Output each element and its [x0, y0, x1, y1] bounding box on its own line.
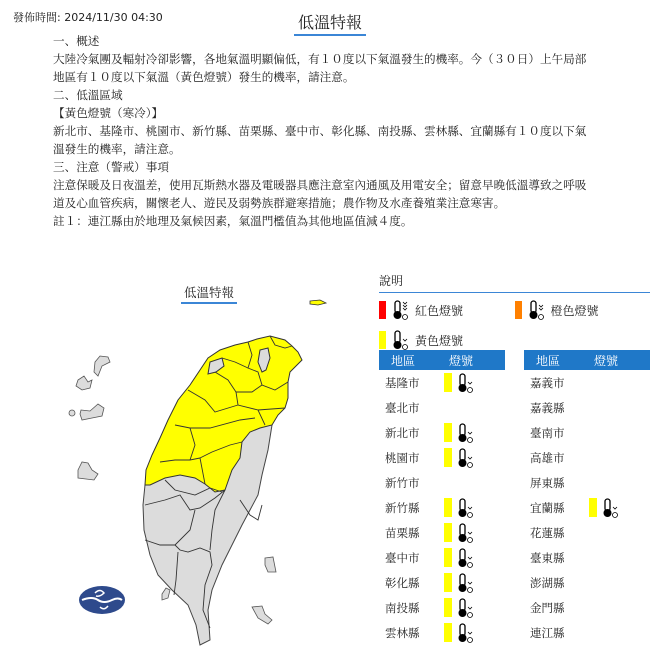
yellow-swatch: [444, 548, 452, 567]
table-row: [379, 370, 505, 395]
bulletin-line: 大陸冷氣團及輻射冷卻影響，各地氣溫明顯偏低，有１０度以下氣溫發生的機率。今（３０日）上午局部: [53, 52, 587, 66]
table-header: 地區 燈號: [379, 350, 505, 370]
table-row: [524, 570, 650, 595]
taiwan-map: [60, 290, 350, 656]
region-name: 花蓮縣: [530, 525, 565, 540]
region-name: 臺中市: [385, 550, 420, 565]
table-row: [524, 620, 650, 645]
region-name: 桃園市: [385, 450, 420, 465]
region-table-right: [524, 350, 650, 645]
region-name: 苗栗縣: [385, 525, 420, 540]
section-area-heading: 二、低溫區域: [53, 88, 123, 102]
signal-cell: [444, 572, 475, 594]
yellow-swatch: [444, 498, 452, 517]
table-row: [379, 520, 505, 545]
map-island-green: [265, 557, 276, 572]
region-name: 臺北市: [385, 400, 420, 415]
legend-heading: 說明: [379, 272, 650, 293]
map-island-penghu: [94, 356, 110, 376]
map-region-yellow: [145, 336, 302, 492]
table-row: [524, 420, 650, 445]
thermometer-yellow-icon: [455, 372, 475, 394]
signal-cell: [444, 622, 475, 644]
yellow-swatch: [589, 498, 597, 517]
thermometer-yellow-icon: [455, 497, 475, 519]
table-row: [524, 520, 650, 545]
region-table-left: [379, 350, 505, 645]
table-row: [524, 370, 650, 395]
thermometer-orange-icon: [526, 299, 546, 321]
region-name: 金門縣: [530, 600, 565, 615]
yellow-swatch: [379, 331, 386, 349]
table-row: [379, 595, 505, 620]
bulletin-line: 新北市、基隆市、桃園市、新竹縣、苗栗縣、臺中市、彰化縣、南投縣、雲林縣、宜蘭縣有１０度以下氣: [53, 124, 587, 138]
map-island-orchid: [252, 606, 272, 624]
thermometer-yellow-icon: [455, 622, 475, 644]
thermometer-yellow-icon: [390, 329, 410, 351]
table-row: [379, 420, 505, 445]
signal-cell: [444, 547, 475, 569]
signal-cell: [444, 447, 475, 469]
yellow-swatch: [444, 573, 452, 592]
thermometer-yellow-icon: [455, 572, 475, 594]
region-name: 宜蘭縣: [530, 500, 565, 515]
region-name: 嘉義縣: [530, 400, 565, 415]
region-name: 澎湖縣: [530, 575, 565, 590]
thermometer-yellow-icon: [600, 497, 620, 519]
region-name: 屏東縣: [530, 475, 565, 490]
signal-cell: [444, 597, 475, 619]
map-island-guishan: [310, 300, 326, 305]
thermometer-yellow-icon: [455, 597, 475, 619]
table-row: [379, 570, 505, 595]
region-name: 嘉義市: [530, 375, 565, 390]
cwa-logo: [79, 586, 125, 614]
table-row: [524, 595, 650, 620]
section-overview-heading: 一、概述: [53, 34, 100, 48]
map-title: 低溫特報: [181, 283, 237, 304]
thermometer-yellow-icon: [455, 447, 475, 469]
table-row: [379, 445, 505, 470]
region-name: 新竹縣: [385, 500, 420, 515]
table-row: [524, 445, 650, 470]
red-swatch: [379, 301, 386, 319]
table-row: [379, 620, 505, 645]
table-row: [379, 470, 505, 495]
region-name: 基隆市: [385, 375, 420, 390]
section-caution-heading: 三、注意（警戒）事項: [53, 160, 169, 174]
yellow-swatch: [444, 598, 452, 617]
region-name: 臺東縣: [530, 550, 565, 565]
yellow-swatch: [444, 623, 452, 642]
issue-time: 發佈時間: 2024/11/30 04:30: [13, 11, 163, 24]
thermometer-red-icon: [390, 299, 410, 321]
signal-cell: [444, 372, 475, 394]
bulletin-line: 注意保暖及日夜溫差，使用瓦斯熱水器及電暖器具應注意室內通風及用電安全；留意早晚低溫導致之呼吸: [53, 178, 587, 192]
region-tables: [379, 350, 650, 645]
legend-item-yellow: 黃色燈號: [379, 329, 517, 351]
table-header: 地區 燈號: [524, 350, 650, 370]
region-name: 雲林縣: [385, 625, 420, 640]
region-name: 連江縣: [530, 625, 565, 640]
legend-item-red: 紅色燈號: [379, 299, 515, 321]
bulletin-text: [53, 32, 613, 230]
table-row: [379, 545, 505, 570]
table-row: [524, 495, 650, 520]
yellow-swatch: [444, 448, 452, 467]
table-row: [524, 395, 650, 420]
thermometer-yellow-icon: [455, 547, 475, 569]
table-row: [524, 545, 650, 570]
bulletin-line: 地區有１０度以下氣溫（黃色燈號）發生的機率，請注意。: [53, 70, 355, 84]
yellow-swatch: [444, 523, 452, 542]
signal-cell: [444, 422, 475, 444]
signal-cell: [444, 522, 475, 544]
signal-cell: [589, 497, 620, 519]
legend-item-orange: 橙色燈號: [515, 299, 651, 321]
region-name: 高雄市: [530, 450, 565, 465]
region-name: 臺南市: [530, 425, 565, 440]
bulletin-line: 道及心血管疾病，關懷老人、遊民及弱勢族群避寒措施；農作物及水產養殖業注意寒害。: [53, 196, 506, 210]
thermometer-yellow-icon: [455, 422, 475, 444]
page-title: 低溫特報: [294, 10, 366, 36]
table-row: [524, 470, 650, 495]
bulletin-note: 註１：連江縣由於地理及氣候因素，氣溫門檻值為其他地區值減４度。: [53, 214, 413, 228]
legend: [379, 272, 650, 353]
region-name: 彰化縣: [385, 575, 420, 590]
thermometer-yellow-icon: [455, 522, 475, 544]
yellow-signal-heading: 【黃色燈號（寒冷）】: [53, 106, 164, 120]
yellow-swatch: [444, 373, 452, 392]
table-row: [379, 395, 505, 420]
table-row: [379, 495, 505, 520]
region-name: 南投縣: [385, 600, 420, 615]
bulletin-line: 溫發生的機率，請注意。: [53, 142, 181, 156]
region-name: 新竹市: [385, 475, 420, 490]
orange-swatch: [515, 301, 522, 319]
map-island-liuqiu: [162, 588, 170, 600]
region-name: 新北市: [385, 425, 420, 440]
signal-cell: [444, 497, 475, 519]
yellow-swatch: [444, 423, 452, 442]
